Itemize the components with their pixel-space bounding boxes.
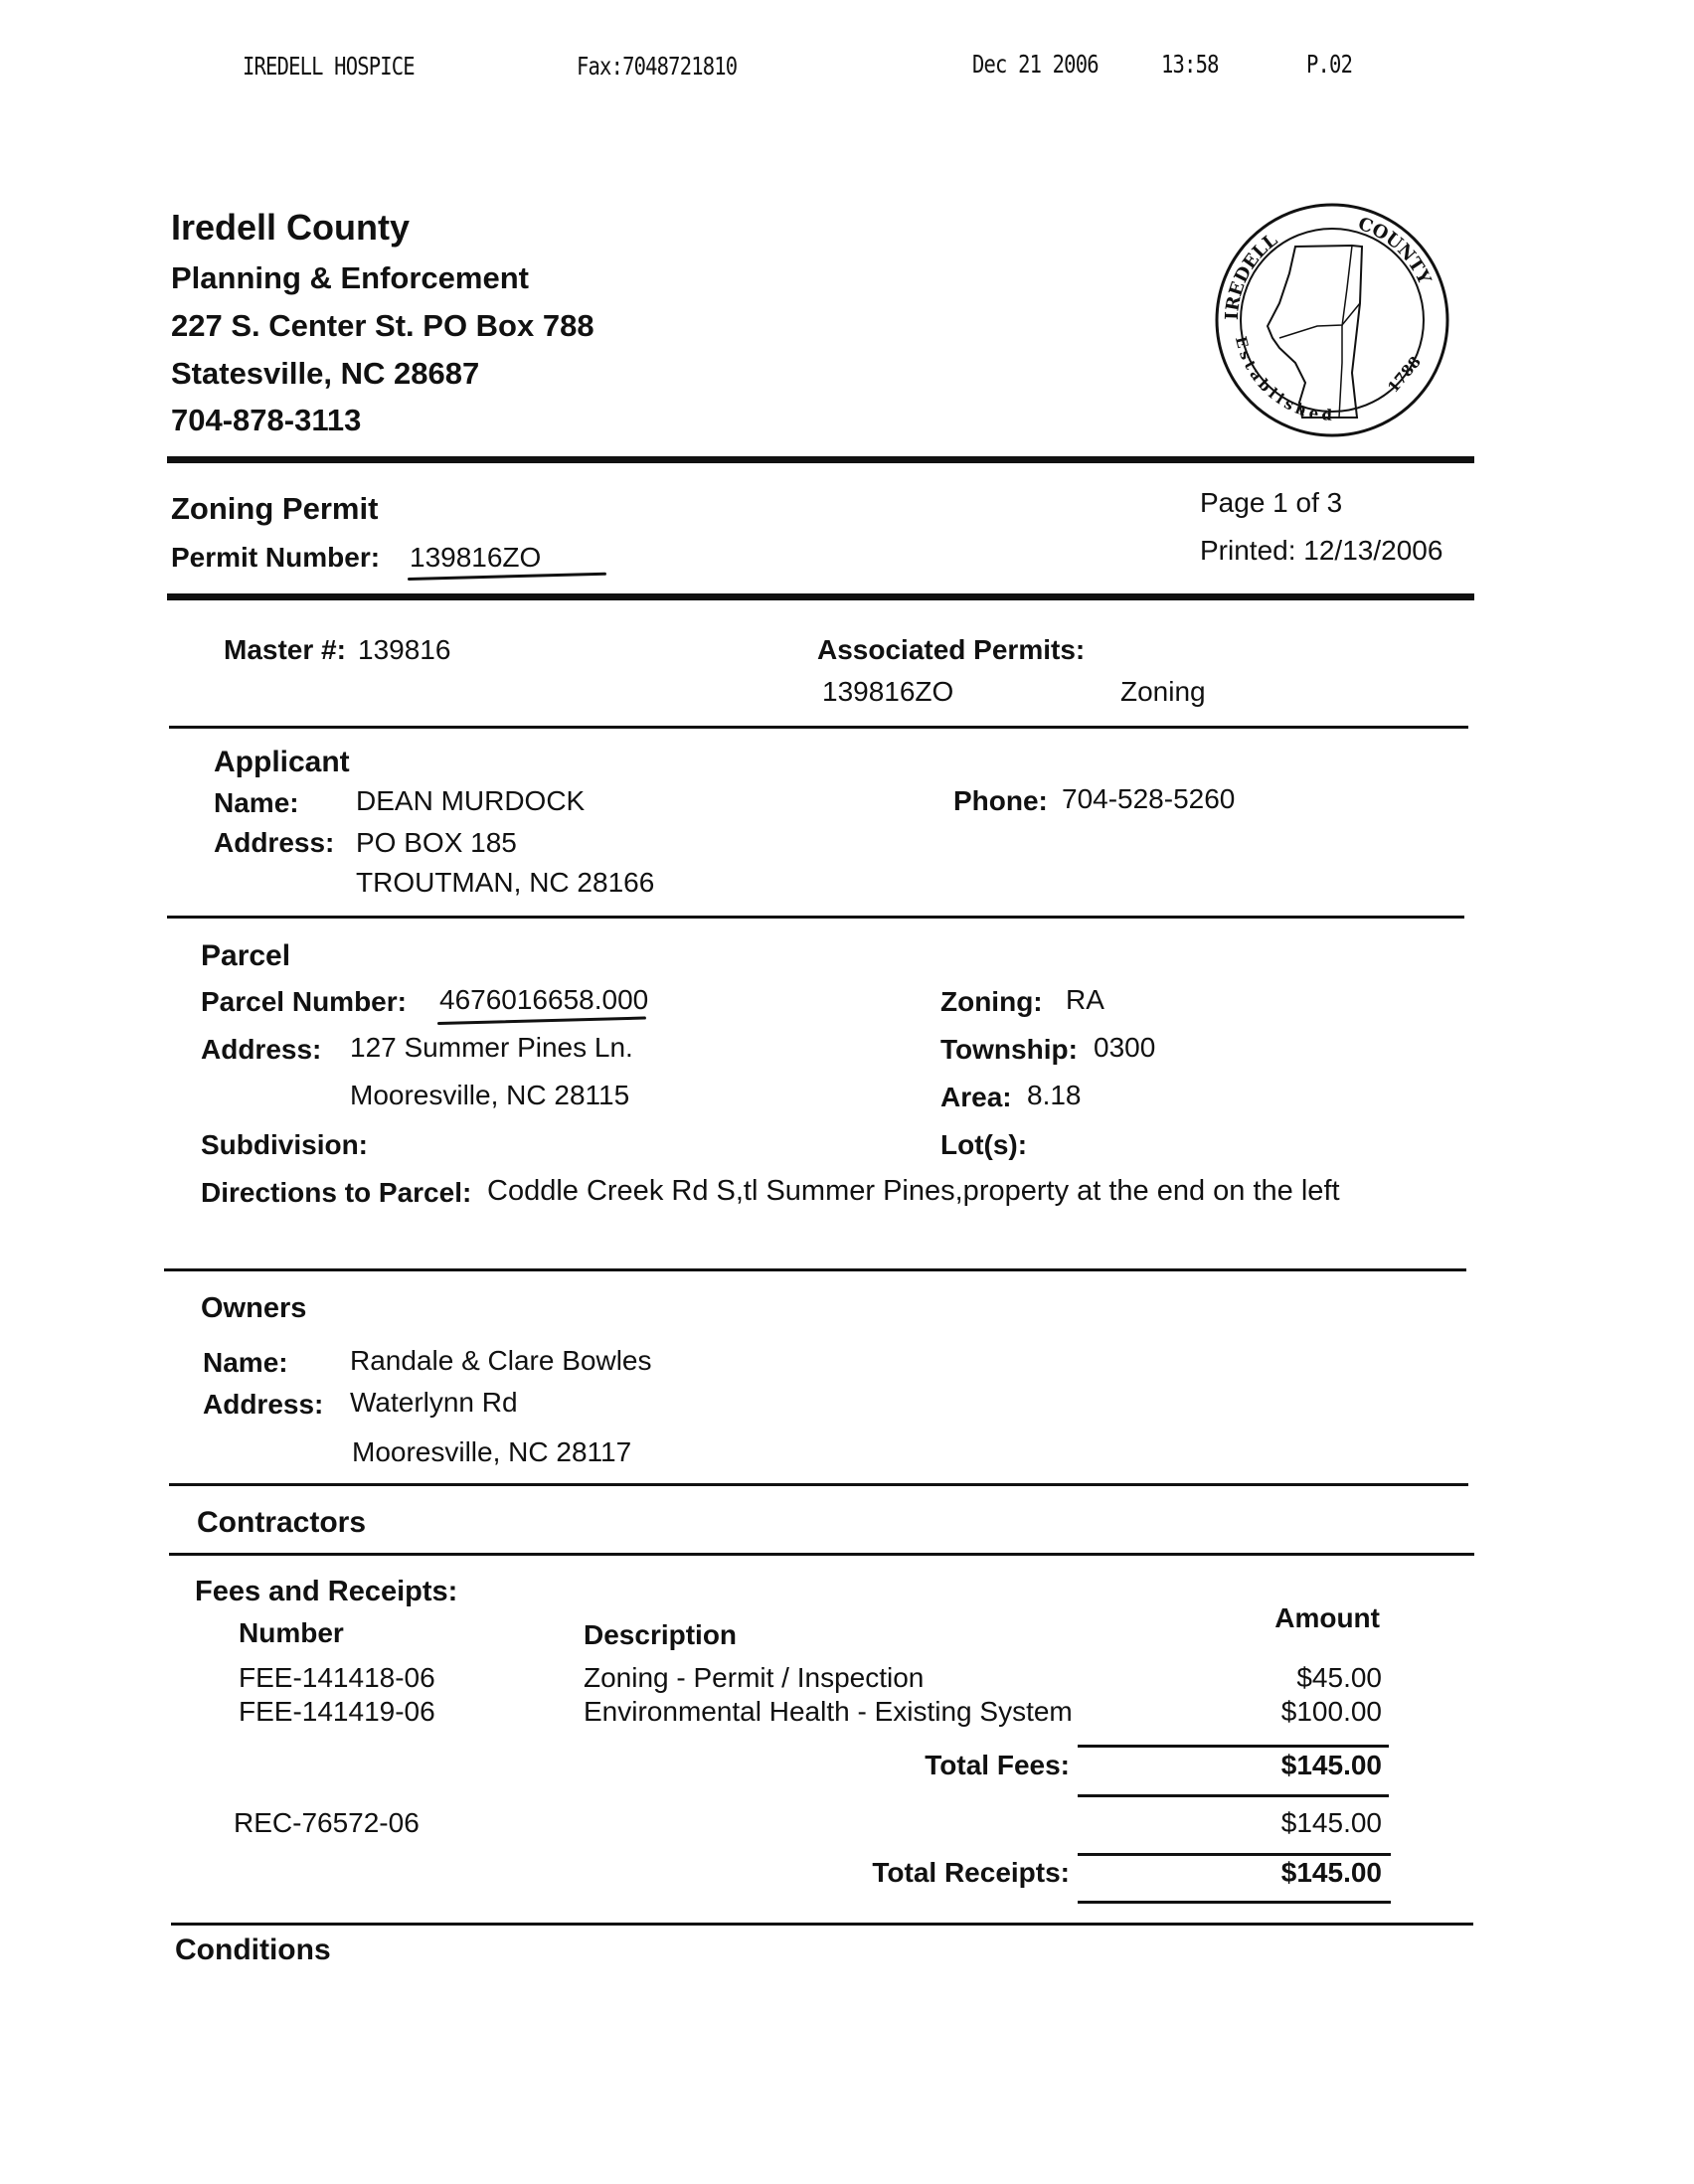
parcel-address-line1: 127 Summer Pines Ln. [350,1032,633,1063]
subdivision-label: Subdivision: [201,1129,368,1160]
agency-street: 227 S. Center St. PO Box 788 [171,308,594,343]
county-seal-icon [1208,199,1456,437]
col-amount-header: Amount [1274,1602,1380,1633]
directions-value: Coddle Creek Rd S,tl Summer Pines,property at the end on the left [487,1175,1340,1207]
parcel-address-label: Address: [201,1034,322,1065]
total-receipts-top-rule [1078,1853,1391,1856]
owner-address-label: Address: [203,1389,324,1420]
applicant-heading: Applicant [214,746,350,778]
fax-date: Dec 21 2006 [972,50,1099,79]
permit-title: Zoning Permit [171,491,379,526]
col-description-header: Description [584,1619,738,1650]
divider [169,1483,1468,1486]
fax-sender: IREDELL HOSPICE [243,52,415,81]
total-receipts-value: $145.00 [1280,1857,1382,1888]
total-fees-label: Total Fees: [925,1750,1070,1780]
agency-phone: 704-878-3113 [171,403,362,437]
fee-number: FEE-141419-06 [239,1696,435,1727]
applicant-phone-label: Phone: [953,785,1048,816]
agency-name: Iredell County [171,207,411,248]
fee-amount: $45.00 [1296,1662,1382,1693]
total-receipts-bottom-rule [1078,1901,1391,1904]
applicant-name: DEAN MURDOCK [356,785,586,816]
divider [164,1268,1466,1271]
col-number-header: Number [239,1617,344,1648]
applicant-address-line1: PO BOX 185 [356,827,517,858]
parcel-heading: Parcel [201,939,291,972]
handwritten-underline [408,573,606,581]
parcel-number-label: Parcel Number: [201,986,407,1017]
township-label: Township: [940,1034,1078,1065]
master-value: 139816 [358,634,451,665]
total-fees-top-rule [1078,1745,1389,1748]
fee-description: Environmental Health - Existing System [584,1696,1073,1727]
seal-top-text: IREDELL [1221,230,1282,321]
owner-address-line1: Waterlynn Rd [350,1387,518,1418]
applicant-name-label: Name: [214,787,299,818]
owner-address-line2: Mooresville, NC 28117 [352,1436,632,1467]
zoning-value: RA [1066,984,1104,1015]
owner-name: Randale & Clare Bowles [350,1345,652,1376]
divider [171,1923,1473,1926]
owner-name-label: Name: [203,1347,288,1378]
divider [169,726,1468,729]
fee-description: Zoning - Permit / Inspection [584,1662,925,1693]
owners-heading: Owners [201,1292,307,1324]
fee-amount: $100.00 [1280,1696,1382,1727]
fee-number: FEE-141418-06 [239,1662,435,1693]
applicant-phone: 704-528-5260 [1062,783,1236,814]
associated-permit-number: 139816ZO [822,676,954,707]
total-fees-bottom-rule [1078,1794,1389,1797]
applicant-address-label: Address: [214,827,335,858]
printed-date: Printed: 12/13/2006 [1200,535,1443,566]
township-value: 0300 [1094,1032,1156,1063]
associated-permit-type: Zoning [1120,676,1206,707]
lots-label: Lot(s): [940,1129,1028,1160]
permit-number-label: Permit Number: [171,542,381,573]
area-label: Area: [940,1082,1012,1112]
parcel-number: 4676016658.000 [439,984,649,1015]
master-label: Master #: [224,634,346,665]
zoning-label: Zoning: [940,986,1043,1017]
svg-text:IREDELL [1222,230,1281,320]
agency-city: Statesville, NC 28687 [171,356,480,391]
conditions-heading: Conditions [175,1933,331,1966]
fees-heading: Fees and Receipts: [195,1576,458,1607]
receipt-amount: $145.00 [1280,1807,1382,1838]
receipt-number: REC-76572-06 [234,1807,420,1838]
fax-number: Fax:7048721810 [577,52,738,81]
contractors-heading: Contractors [197,1506,367,1539]
permit-divider [167,593,1474,600]
applicant-address-line2: TROUTMAN, NC 28166 [356,867,655,898]
divider [169,1553,1474,1556]
header-divider [167,456,1474,463]
agency-department: Planning & Enforcement [171,260,529,295]
svg-text:COUNTY: COUNTY [1355,213,1436,288]
fax-time: 13:58 [1161,50,1219,79]
total-fees-value: $145.00 [1280,1750,1382,1780]
permit-number: 139816ZO [410,542,542,573]
total-receipts-label: Total Receipts: [872,1857,1070,1888]
divider [167,916,1464,919]
directions-label: Directions to Parcel: [201,1177,472,1208]
svg-text:Established: Established [1231,334,1337,425]
svg-text:1788: 1788 [1384,353,1425,397]
page-info: Page 1 of 3 [1200,487,1343,518]
fax-page: P.02 [1306,50,1353,79]
associated-permits-label: Associated Permits: [817,634,1086,665]
area-value: 8.18 [1027,1080,1082,1110]
parcel-address-line2: Mooresville, NC 28115 [350,1080,630,1110]
handwritten-underline [437,1017,646,1025]
